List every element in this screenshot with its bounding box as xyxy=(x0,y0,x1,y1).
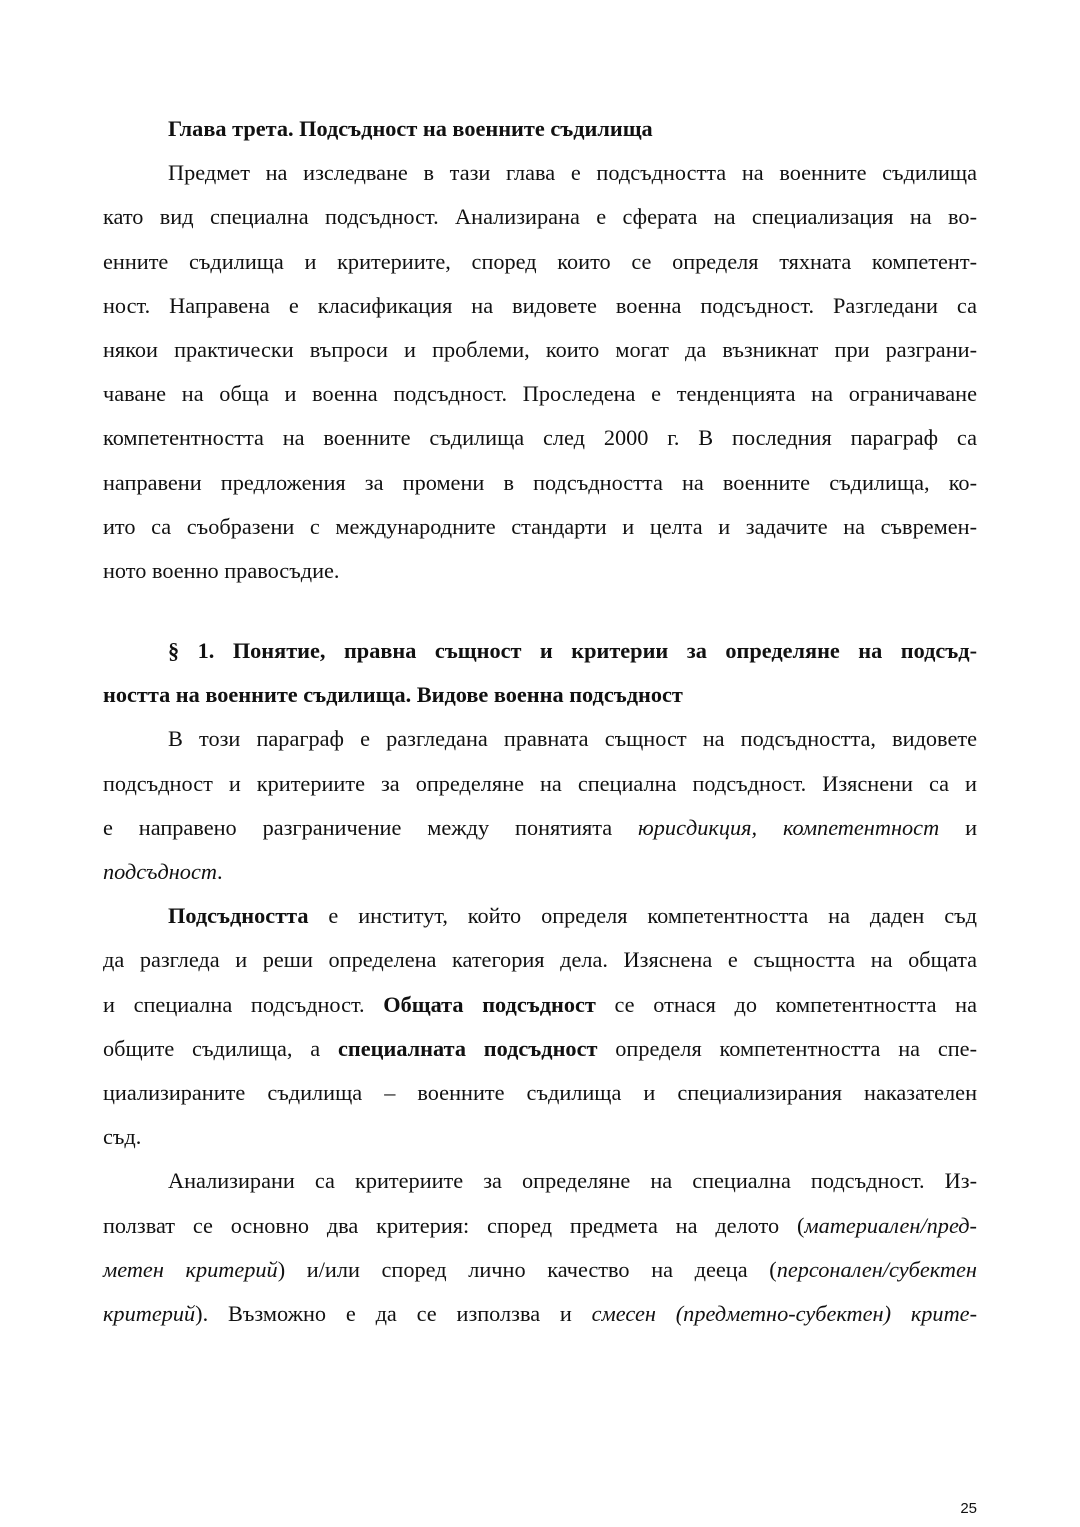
paragraph-line: съд. xyxy=(103,1124,142,1150)
paragraph-line: Подсъдността е институт, който определя компетентността на даден съд xyxy=(168,903,977,929)
paragraph-line: критерий). Възможно е да се използва и смесен (предметно-субектен) крите- xyxy=(103,1300,977,1326)
paragraph-line: ност. Направена е класификация на видовете военна подсъдност. Разгледани са xyxy=(103,292,977,318)
paragraph-line: общите съдилища, а специалната подсъдност определя компетентността на спе- xyxy=(103,1035,977,1061)
chapter-title: Глава трета. Подсъдност на военните съдилища xyxy=(168,116,653,141)
paragraph-line: ито са съобразени с международните стандарти и целта и задачите на съвремен- xyxy=(103,513,977,539)
bold-term: Общата подсъдност xyxy=(383,991,596,1017)
section-heading-line: § 1. Понятие, правна същност и критерии за определяне на подсъд- xyxy=(168,638,977,664)
section-paragraph-2 xyxy=(103,894,977,1159)
paragraph-line: като вид специална подсъдност. Анализирана е сферата на специализация на во- xyxy=(103,204,977,230)
paragraph-line: Анализирани са критериите за определяне на специална подсъдност. Из- xyxy=(168,1168,977,1194)
paragraph-line: компетентността на военните съдилища след 2000 г. В последния параграф са xyxy=(103,425,977,451)
italic-term: смесен (предметно-субектен) крите- xyxy=(591,1300,977,1326)
paragraph-line: подсъдност. xyxy=(103,859,223,884)
document-page xyxy=(103,107,977,1336)
paragraph-line: чаване на обща и военна подсъдност. Проследена е тенденцията на ограничаване xyxy=(103,381,977,407)
paragraph-line: и специална подсъдност. Общата подсъдност се отнася до компетентността на xyxy=(103,991,977,1017)
italic-term: юрисдикция, компетентност xyxy=(638,814,940,840)
section-heading xyxy=(103,629,977,717)
bold-term: специалната подсъдност xyxy=(337,1035,598,1061)
paragraph-line: енните съдилища и критериите, според които се определя тяхната компетент- xyxy=(103,248,977,274)
italic-term: подсъдност xyxy=(103,859,217,884)
section-paragraph-1 xyxy=(103,717,977,894)
italic-term: материален/пред- xyxy=(804,1212,977,1238)
italic-term: критерий xyxy=(103,1300,196,1326)
chapter-intro-paragraph xyxy=(103,151,977,593)
paragraph-line: е направено разграничение между понятията юрисдикция, компетентност и xyxy=(103,814,978,840)
paragraph-line: метен критерий) и/или според лично качество на дееца (персонален/субектен xyxy=(103,1256,977,1282)
paragraph-line: подсъдност и критериите за определяне на специална подсъдност. Изяснени са и xyxy=(103,770,977,796)
paragraph-line: направени предложения за промени в подсъдността на военните съдилища, ко- xyxy=(103,469,977,495)
italic-term: метен критерий xyxy=(103,1256,278,1282)
paragraph-line: В този параграф е разгледана правната същност на подсъдността, видовете xyxy=(168,726,977,752)
paragraph-line: ното военно правосъдие. xyxy=(103,557,340,583)
italic-term: персонален/субектен xyxy=(776,1256,977,1282)
bold-term: Подсъдността xyxy=(168,903,309,929)
paragraph-line: циализираните съдилища – военните съдилища и специализирания наказателен xyxy=(103,1079,977,1105)
section-heading-line: ността на военните съдилища. Видове военна подсъдност xyxy=(103,682,683,708)
paragraph-line: някои практически въпроси и проблеми, които могат да възникнат при разграни- xyxy=(103,336,977,362)
paragraph-line: Предмет на изследване в тази глава е подсъдността на военните съдилища xyxy=(168,160,977,186)
paragraph-line: ползват се основно два критерия: според предмета на делото (материален/пред- xyxy=(103,1212,977,1238)
paragraph-line: да разгледа и реши определена категория дела. Изяснена е същността на общата xyxy=(103,947,977,973)
page-number: 25 xyxy=(960,1500,977,1517)
section-paragraph-3 xyxy=(103,1159,977,1336)
